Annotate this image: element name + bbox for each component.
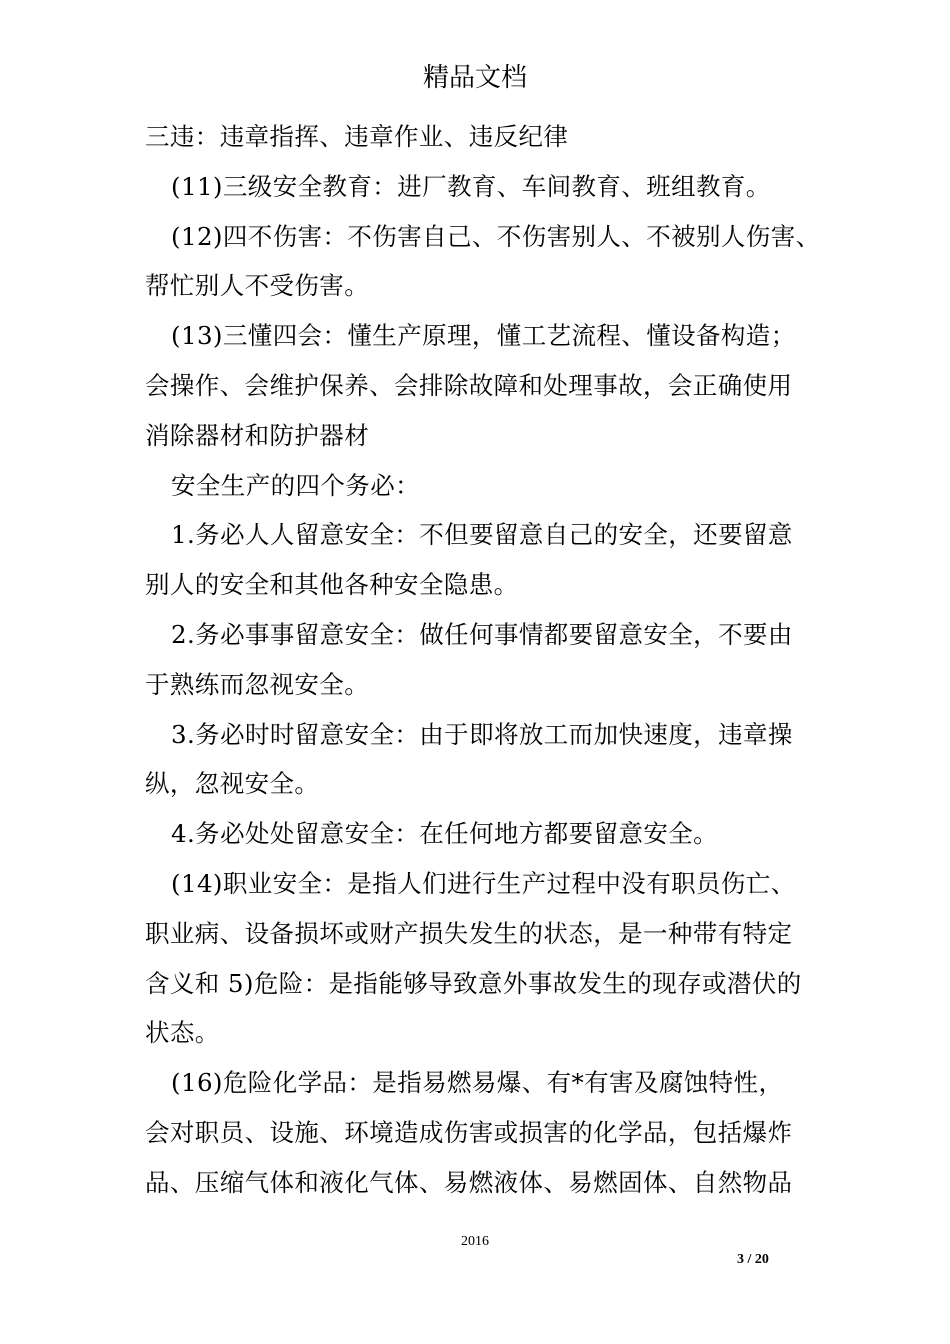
text-line: 状态。: [145, 1018, 220, 1048]
text-line: 职业病、设备损坏或财产损失发生的状态，是一种带有特定: [145, 918, 793, 948]
text-line: 别人的安全和其他各种安全隐患。: [145, 570, 519, 600]
text-line: 于熟练而忽视安全。: [145, 669, 370, 699]
text-line: 会操作、会维护保养、会排除故障和处理事故，会正确使用: [145, 370, 793, 400]
text-line: 2.务必事事留意安全：做任何事情都要留意安全，不要由: [171, 619, 793, 649]
footer-year: 2016: [461, 1234, 489, 1249]
text-line: 1.务必人人留意安全：不但要留意自己的安全，还要留意: [171, 520, 793, 550]
text-line: (14)职业安全：是指人们进行生产过程中没有职员伤亡、: [171, 868, 796, 898]
text-line: 含义和 5)危险：是指能够导致意外事故发生的现存或潜伏的: [145, 968, 802, 998]
text-line: 帮忙别人不受伤害。: [145, 271, 370, 301]
text-line: (13)三懂四会：懂生产原理，懂工艺流程、懂设备构造；: [171, 321, 796, 351]
text-line: (12)四不伤害：不伤害自己、不伤害别人、不被别人伤害、: [171, 221, 821, 251]
text-line: (11)三级安全教育：进厂教育、车间教育、班组教育。: [171, 171, 771, 201]
text-line: 消除器材和防护器材: [145, 420, 370, 450]
text-line: 纵，忽视安全。: [145, 769, 320, 799]
text-line: 三违：违章指挥、违章作业、违反纪律: [145, 122, 569, 151]
document-body: [145, 112, 825, 1208]
text-line: 3.务必时时留意安全：由于即将放工而加快速度，违章操: [171, 719, 793, 749]
page-number: 3 / 20: [737, 1252, 769, 1267]
text-line: 4.务必处处留意安全：在任何地方都要留意安全。: [171, 819, 719, 849]
page-header-title: 精品文档: [422, 63, 527, 93]
text-line: 安全生产的四个务必：: [171, 470, 420, 500]
text-line: (16)危险化学品：是指易燃易爆、有*有害及腐蚀特性，: [171, 1068, 784, 1098]
text-line: 品、压缩气体和液化气体、易燃液体、易燃固体、自然物品: [145, 1167, 793, 1197]
text-line: 会对职员、设施、环境造成伤害或损害的化学品，包括爆炸: [145, 1117, 793, 1147]
